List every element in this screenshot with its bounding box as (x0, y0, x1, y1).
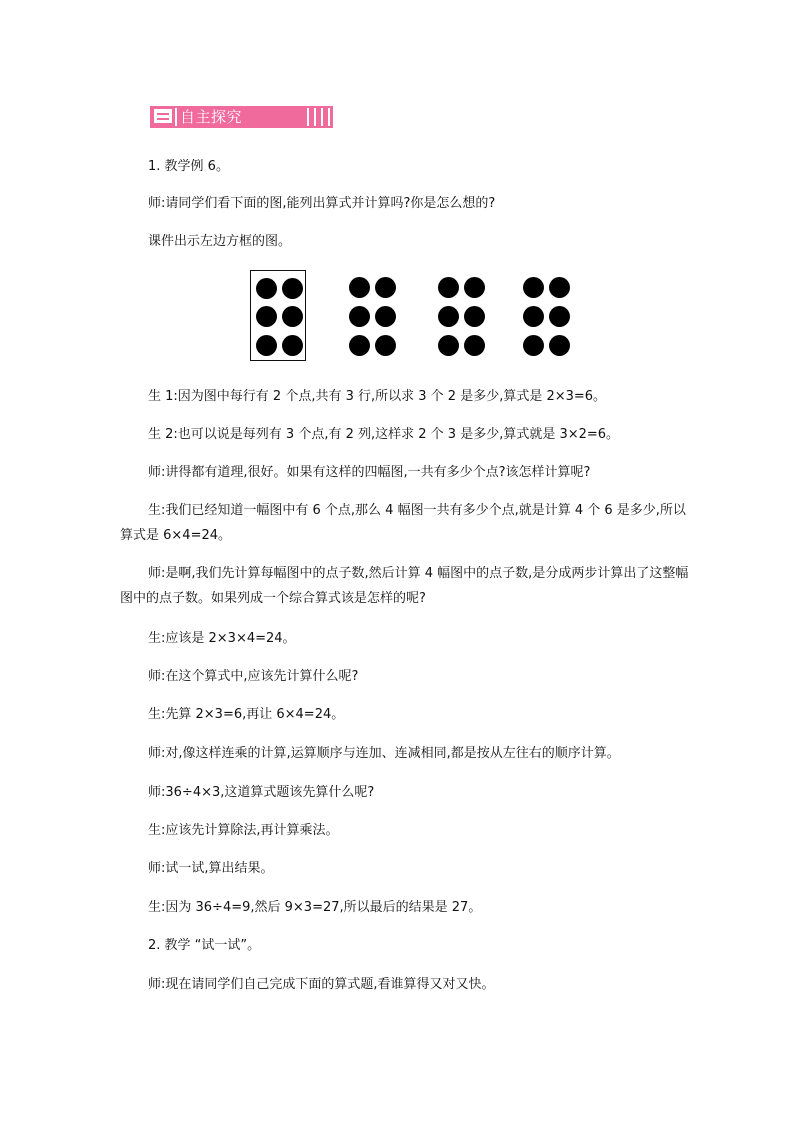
paragraph-student-2: 生 2:也可以说是每列有 3 个点,有 2 列,这样求 2 个 3 是多少,算式就是 3×2=6。 (148, 427, 620, 442)
dot (438, 277, 459, 298)
paragraph-teacher-first-step: 师:在这个算式中,应该先计算什么呢? (148, 669, 359, 684)
paragraph-order-rule: 师:对,像这样连乘的计算,运算顺序与连加、连减相同,都是按从左往右的顺序计算。 (148, 746, 620, 761)
dot (349, 335, 370, 356)
paragraph-heading-try-it: 2. 教学 “试一试”。 (148, 938, 261, 953)
dot (375, 277, 396, 298)
dot (282, 335, 303, 356)
paragraph-teacher-explanation: 师:是啊,我们先计算每幅图中的点子数,然后计算 4 幅图中的点子数,是分成两步计算出了这整幅图中的点子数。如果列成一个综合算式该是怎样的呢? (120, 566, 689, 606)
dot (464, 277, 485, 298)
paragraph-courseware-note: 课件出示左边方框的图。 (148, 234, 292, 249)
paragraph-student-answer: 生:我们已经知道一幅图中有 6 个点,那么 4 幅图一共有多少个点,就是计算 4 个 6 是多少,所以算式是 6×4=24。 (120, 503, 686, 543)
dot (375, 335, 396, 356)
dot (375, 306, 396, 327)
paragraph-teacher-try: 师:试一试,算出结果。 (148, 861, 274, 876)
section-banner (150, 106, 333, 128)
banner-stripe (321, 108, 323, 126)
dot (438, 306, 459, 327)
dot (464, 306, 485, 327)
paragraph-combined-expression: 生:应该是 2×3×4=24。 (148, 631, 296, 646)
paragraph-teacher-exercise: 师:现在请同学们自己完成下面的算式题,看谁算得又对又快。 (148, 977, 495, 992)
banner-stripe (328, 108, 330, 126)
paragraph-teacher-four-figures: 师:讲得都有道理,很好。如果有这样的四幅图,一共有多少个点?该怎样计算呢? (148, 465, 591, 480)
dot (549, 335, 570, 356)
boxed-dot-group (250, 270, 306, 361)
dot (523, 277, 544, 298)
section-number-two-icon (154, 109, 172, 123)
paragraph-heading-example-6: 1. 教学例 6。 (148, 159, 229, 174)
paragraph-student-result: 生:因为 36÷4=9,然后 9×3=27,所以最后的结果是 27。 (148, 900, 482, 915)
paragraph-student-division-first: 生:应该先计算除法,再计算乘法。 (148, 823, 339, 838)
dot (549, 306, 570, 327)
dot (523, 335, 544, 356)
dot (523, 306, 544, 327)
dot (282, 278, 303, 299)
dot-array-figure (250, 270, 580, 363)
dot (464, 335, 485, 356)
dot (256, 335, 277, 356)
paragraph-student-1: 生 1:因为图中每行有 2 个点,共有 3 行,所以求 3 个 2 是多少,算式是 2×3=6。 (148, 389, 607, 404)
banner-stripe (307, 108, 309, 126)
paragraph-teacher-division: 师:36÷4×3,这道算式题该先算什么呢? (148, 785, 375, 800)
dot (549, 277, 570, 298)
dot (349, 306, 370, 327)
banner-stripe (314, 108, 316, 126)
dot (438, 335, 459, 356)
dot (282, 306, 303, 327)
dot (349, 277, 370, 298)
dot (256, 306, 277, 327)
paragraph-teacher-question: 师:请同学们看下面的图,能列出算式并计算吗?你是怎么想的? (148, 196, 496, 211)
section-title: 自主探究 (180, 108, 243, 126)
dot (256, 278, 277, 299)
banner-divider (175, 108, 177, 126)
paragraph-student-steps: 生:先算 2×3=6,再让 6×4=24。 (148, 707, 345, 722)
